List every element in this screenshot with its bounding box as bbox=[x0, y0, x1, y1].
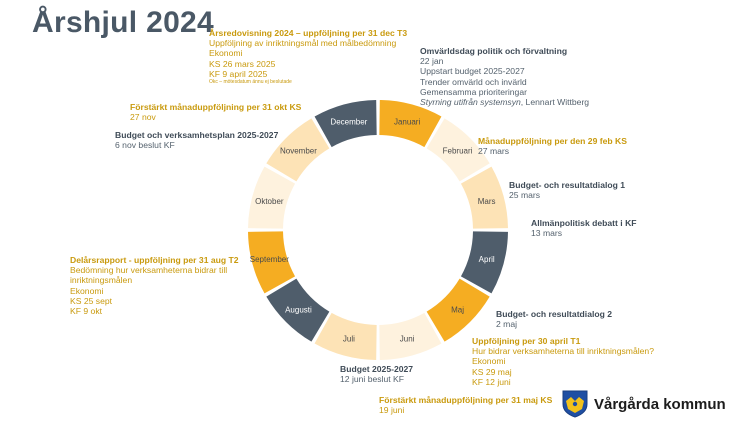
annotation-allmanpolitisk bbox=[531, 218, 637, 238]
annotation-budgetplan bbox=[115, 130, 278, 150]
annotation-forstarkt-okt bbox=[130, 102, 301, 122]
annotation-line: Hur bidrar verksamheterna till inriktningsmålen? bbox=[472, 346, 654, 357]
annotation-text: , Lennart Wittberg bbox=[520, 97, 590, 108]
annotation-note: Okc – mötesdatum ännu ej beslutade bbox=[209, 79, 292, 86]
annotation-line: Gemensamma prioriteringar bbox=[420, 86, 527, 97]
month-label: Mars bbox=[477, 196, 496, 206]
page-title: Årshjul 2024 bbox=[32, 6, 215, 39]
annotation-heading: Budget 2025-2027 bbox=[340, 364, 414, 374]
annotation-manad-feb bbox=[478, 136, 627, 156]
municipality-logo bbox=[562, 390, 726, 418]
annotation-line: Uppföljning av inriktningsmål med målbedömning bbox=[209, 38, 397, 49]
annotation-line: 25 mars bbox=[509, 190, 541, 201]
annotation-line: KF 9 april 2025 bbox=[209, 68, 268, 79]
annotation-budgetdialog-2 bbox=[496, 309, 612, 329]
month-label: Juli bbox=[342, 334, 355, 344]
annotation-line: Ekonomi bbox=[70, 285, 104, 296]
annotation-line: KF 12 juni bbox=[472, 376, 511, 387]
month-label: September bbox=[249, 255, 289, 265]
annotation-line: KS 25 sept bbox=[70, 295, 113, 306]
annotation-forstarkt-maj bbox=[379, 395, 552, 415]
annotation-line: 27 nov bbox=[130, 112, 156, 123]
annotation-line: Uppstart budget 2025-2027 bbox=[420, 66, 525, 77]
annotation-line: 12 juni beslut KF bbox=[340, 374, 405, 385]
annotation-heading: Förstärkt månaduppföljning per 31 okt KS bbox=[130, 102, 302, 112]
annotation-budget-2025 bbox=[340, 364, 413, 384]
month-label: Juni bbox=[399, 334, 415, 344]
month-label: Januari bbox=[393, 117, 421, 127]
annotation-line: Ekonomi bbox=[472, 356, 506, 367]
annotation-line: KS 29 maj bbox=[472, 366, 512, 377]
annotation-heading: Omvärldsdag politik och förvaltning bbox=[420, 46, 568, 56]
month-label: Maj bbox=[451, 305, 464, 315]
annotation-line: 19 juni bbox=[379, 405, 405, 416]
annotation-heading: Förstärkt månaduppföljning per 31 maj KS bbox=[379, 395, 553, 405]
annotation-arsredovisning bbox=[209, 28, 407, 86]
annotation-line: KF 9 okt bbox=[70, 306, 102, 317]
annotation-line: Bedömning hur verksamheterna bidrar till bbox=[70, 265, 228, 276]
month-label: Februari bbox=[442, 146, 473, 156]
annotation-budgetdialog-1 bbox=[509, 180, 625, 200]
annotation-line: 22 jan bbox=[420, 56, 444, 67]
annotation-heading: Budget- och resultatdialog 1 bbox=[509, 180, 626, 190]
annotation-heading: Delårsrapport - uppföljning per 31 aug T2 bbox=[70, 255, 239, 265]
annotation-heading: Månaduppföljning per den 29 feb KS bbox=[478, 136, 627, 146]
annotation-heading: Budget- och resultatdialog 2 bbox=[496, 309, 613, 319]
annotation-omvarldsdag bbox=[420, 46, 589, 107]
annotation-line: 27 mars bbox=[478, 146, 510, 157]
annotation-line: 13 mars bbox=[531, 228, 563, 239]
annotation-heading: Uppföljning per 30 april T1 bbox=[472, 336, 581, 346]
annotation-line: Ekonomi bbox=[209, 48, 243, 59]
annotation-heading: Årsredovisning 2024 – uppföljning per 31 dec T3 bbox=[209, 28, 408, 38]
logo-text: Vårgårda kommun bbox=[594, 395, 726, 413]
annotation-heading: Allmänpolitisk debatt i KF bbox=[531, 218, 637, 228]
annotation-line: Trender omvärld och invärld bbox=[420, 76, 527, 87]
annotation-line: inriktningsmålen bbox=[70, 275, 133, 286]
annotation-t1 bbox=[472, 336, 654, 387]
annotation-heading: Budget och verksamhetsplan 2025-2027 bbox=[115, 130, 279, 140]
month-label: Oktober bbox=[255, 196, 284, 206]
municipal-shield-icon bbox=[562, 390, 588, 418]
month-label: April bbox=[478, 255, 495, 265]
month-label: December bbox=[330, 117, 368, 127]
annotation-t2 bbox=[70, 255, 239, 316]
annotation-italic: Styrning utifrån systemsyn bbox=[420, 97, 521, 108]
month-label: Augusti bbox=[285, 305, 312, 315]
annotation-line bbox=[420, 97, 589, 107]
annotation-line: KS 26 mars 2025 bbox=[209, 58, 276, 69]
annotation-line: 6 nov beslut KF bbox=[115, 140, 175, 151]
month-label: November bbox=[279, 146, 317, 156]
annotation-line: 2 maj bbox=[496, 319, 518, 330]
